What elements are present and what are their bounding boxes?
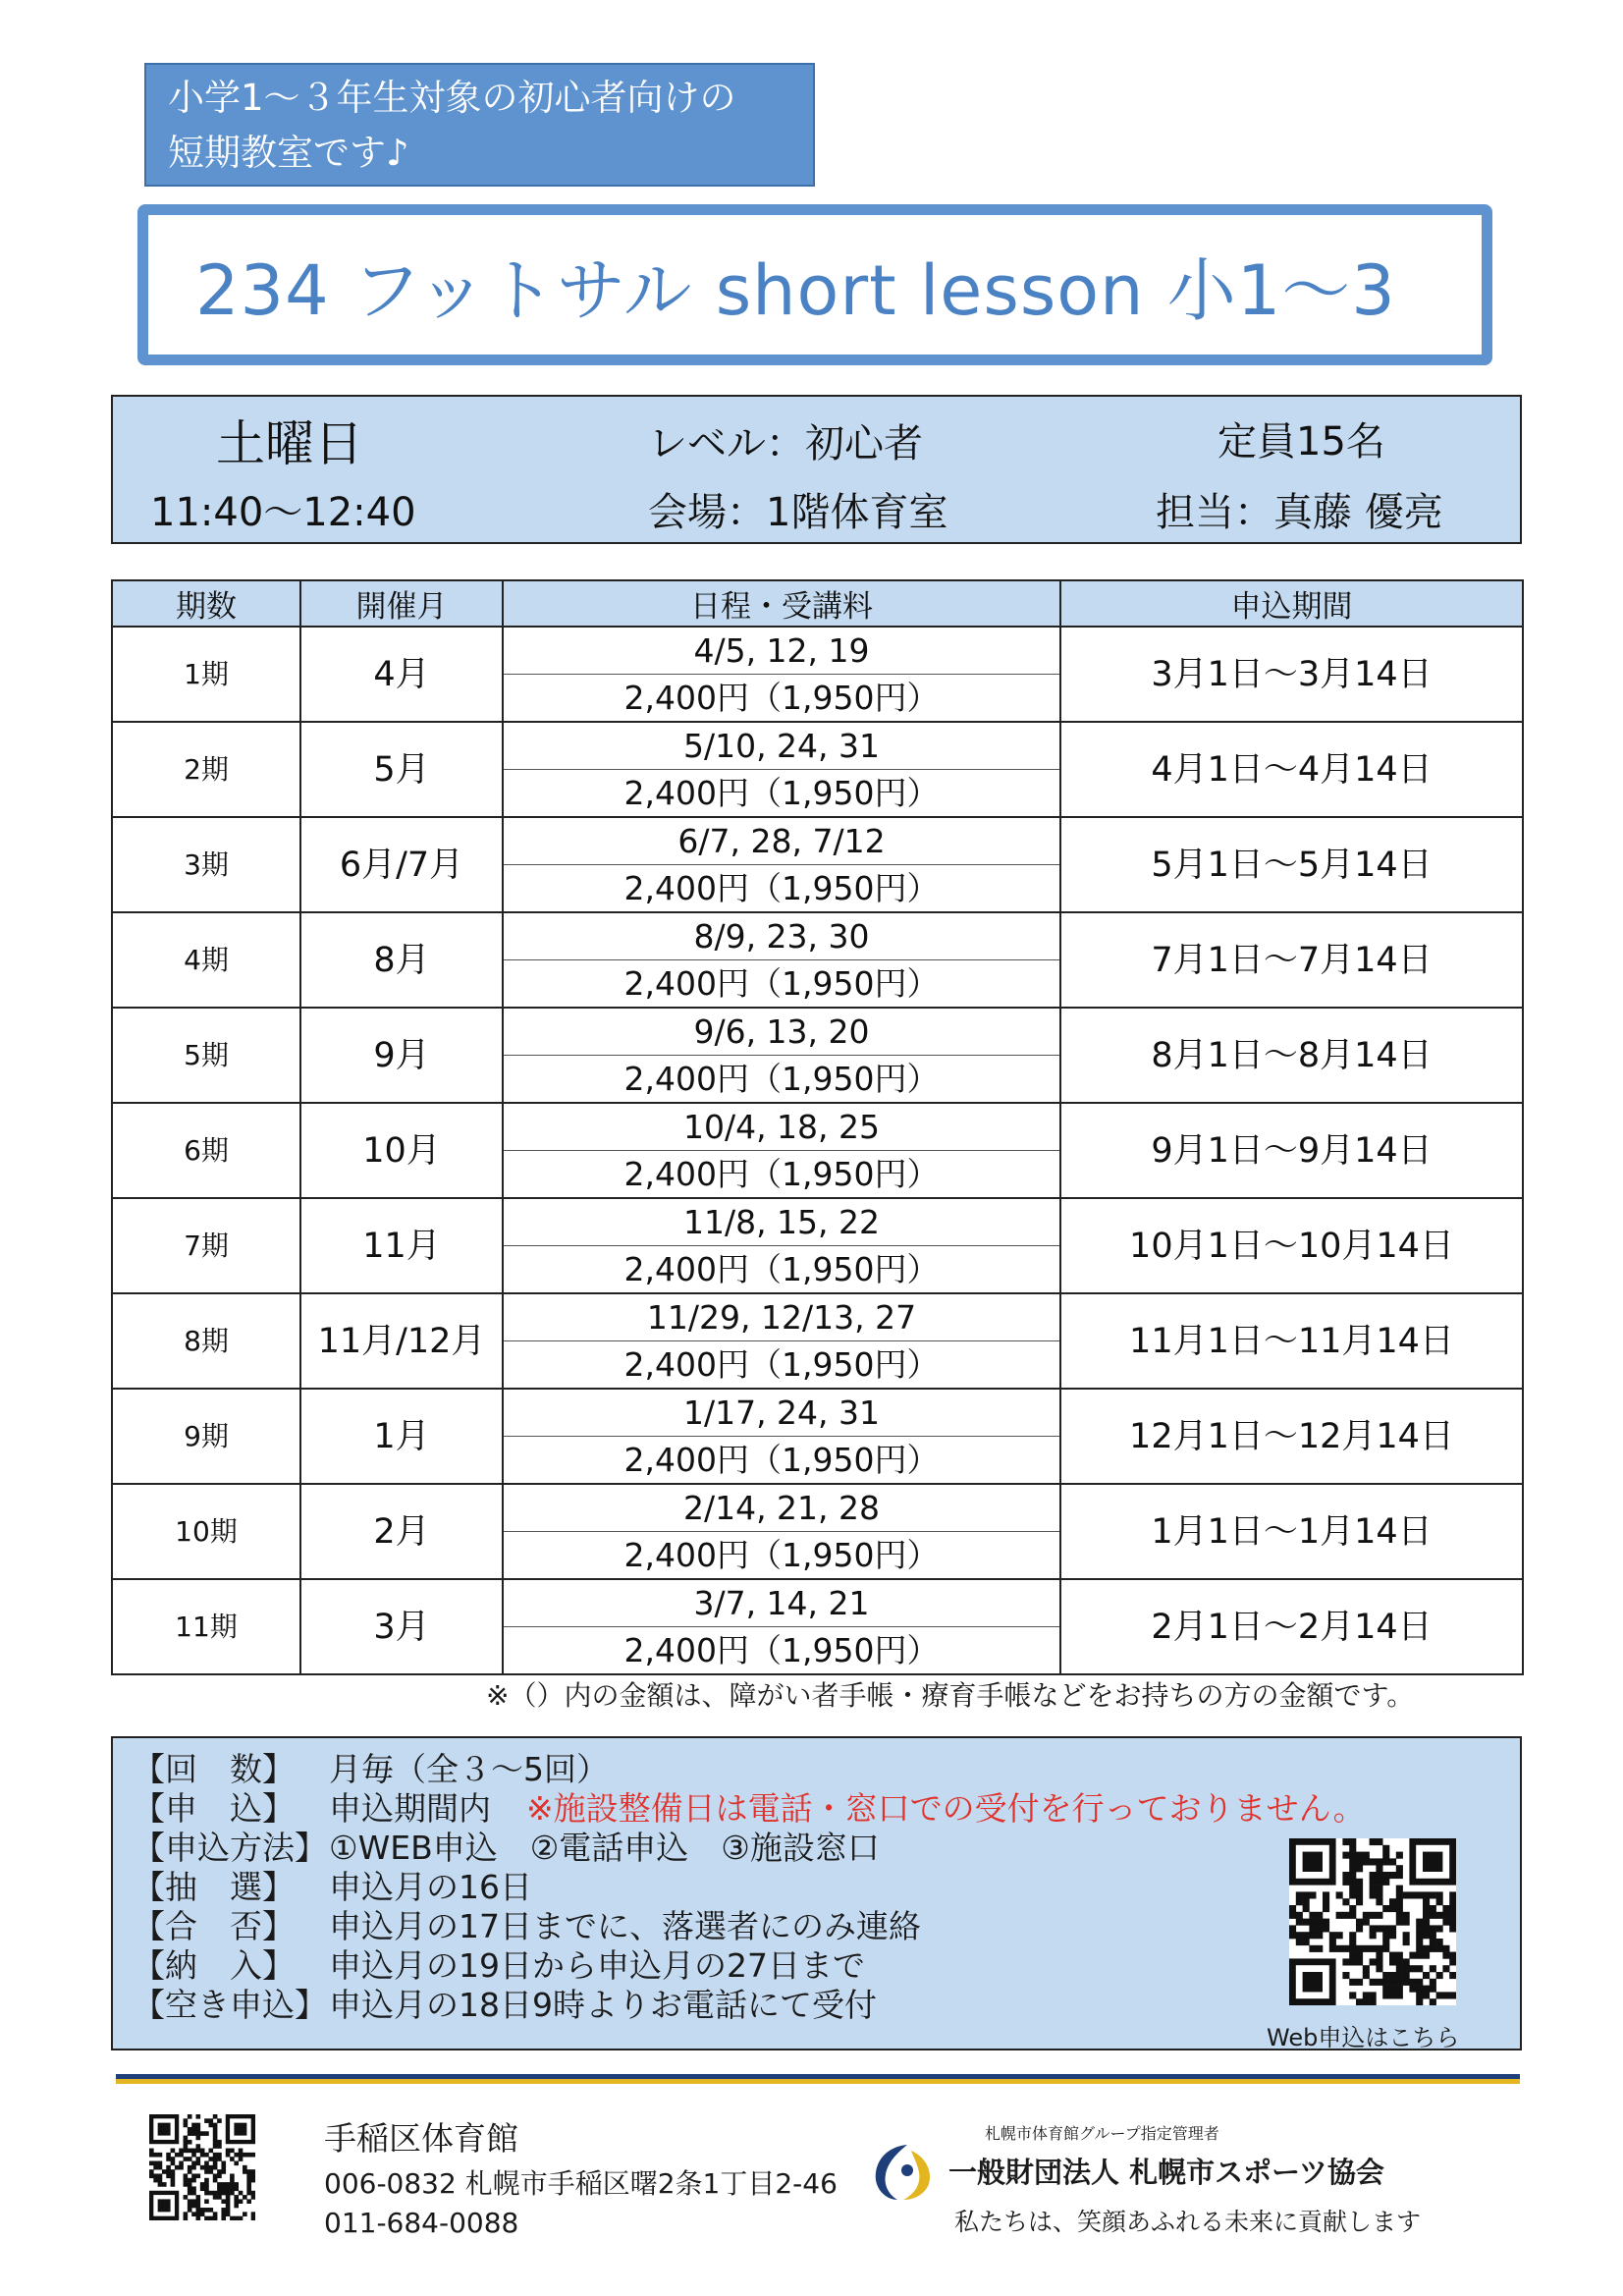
- class-venue: 会場：1階体育室: [648, 490, 948, 535]
- dates-cell: 4/5, 12, 19: [503, 627, 1060, 675]
- detail-method: [133, 1829, 880, 1868]
- month-cell: 10月: [300, 1103, 503, 1198]
- fee-footnote: ※（）内の金額は、障がい者手帳・療育手帳などをお持ちの方の金額です。: [486, 1679, 1415, 1712]
- term-cell: 5期: [112, 1008, 300, 1103]
- page-title: 234 フットサル short lesson 小1～3: [195, 249, 1396, 331]
- detail-label: 【抽 選】: [133, 1868, 295, 1906]
- table-row: [112, 1103, 1523, 1151]
- dates-cell: 5/10, 24, 31: [503, 722, 1060, 770]
- fee-cell: 2,400円（1,950円）: [503, 1151, 1060, 1199]
- month-cell: 5月: [300, 722, 503, 817]
- header-apply-period: 申込期間: [1060, 580, 1523, 627]
- detail-lottery: [133, 1868, 532, 1907]
- table-row: [112, 1484, 1523, 1532]
- header-term: 期数: [112, 580, 300, 627]
- apply-period-cell: 5月1日～5月14日: [1060, 817, 1523, 912]
- apply-period-cell: 8月1日～8月14日: [1060, 1008, 1523, 1103]
- term-cell: 3期: [112, 817, 300, 912]
- table-row: [112, 1579, 1523, 1627]
- title-frame: [137, 204, 1492, 365]
- detail-value: 申込期間内: [329, 1789, 491, 1828]
- class-instructor: 担当：真藤 優亮: [1156, 490, 1443, 535]
- detail-value: ①WEB申込 ②電話申込 ③施設窓口: [329, 1829, 880, 1867]
- class-day: 土曜日: [216, 415, 363, 472]
- detail-payment: [133, 1946, 865, 1986]
- dates-cell: 2/14, 21, 28: [503, 1484, 1060, 1532]
- fee-cell: 2,400円（1,950円）: [503, 1532, 1060, 1580]
- detail-label: 【合 否】: [133, 1907, 295, 1945]
- month-cell: 9月: [300, 1008, 503, 1103]
- dates-cell: 9/6, 13, 20: [503, 1008, 1060, 1056]
- term-cell: 2期: [112, 722, 300, 817]
- table-row: [112, 1008, 1523, 1056]
- dates-cell: 10/4, 18, 25: [503, 1103, 1060, 1151]
- apply-period-cell: 11月1日～11月14日: [1060, 1293, 1523, 1389]
- fee-cell: 2,400円（1,950円）: [503, 1341, 1060, 1390]
- detail-apply: [133, 1789, 1366, 1829]
- table-row: [112, 1293, 1523, 1341]
- intro-line-2: 短期教室です♪: [168, 132, 409, 174]
- detail-value: 申込月の18日9時よりお電話にて受付: [329, 1986, 877, 2024]
- organization-name: 一般財団法人 札幌市スポーツ協会: [948, 2156, 1384, 2189]
- month-cell: 11月/12月: [300, 1293, 503, 1389]
- apply-period-cell: 10月1日～10月14日: [1060, 1198, 1523, 1293]
- detail-result: [133, 1907, 921, 1946]
- term-cell: 11期: [112, 1579, 300, 1674]
- detail-value: 申込月の19日から申込月の27日まで: [329, 1946, 865, 1985]
- apply-period-cell: 12月1日～12月14日: [1060, 1389, 1523, 1484]
- month-cell: 11月: [300, 1198, 503, 1293]
- intro-banner: [144, 63, 815, 187]
- month-cell: 8月: [300, 912, 503, 1008]
- organization-slogan: 私たちは、笑顔あふれる未来に貢献します: [954, 2208, 1422, 2236]
- month-cell: 6月/7月: [300, 817, 503, 912]
- apply-period-cell: 2月1日～2月14日: [1060, 1579, 1523, 1674]
- facility-phone[interactable]: 011-684-0088: [324, 2207, 519, 2239]
- apply-period-cell: 7月1日～7月14日: [1060, 912, 1523, 1008]
- apply-period-cell: 9月1日～9月14日: [1060, 1103, 1523, 1198]
- facility-name: 手稲区体育館: [324, 2119, 518, 2158]
- detail-value: 月毎（全３～5回）: [329, 1750, 609, 1788]
- term-cell: 8期: [112, 1293, 300, 1389]
- apply-notice: ※施設整備日は電話・窓口での受付を行っておりません。: [526, 1789, 1366, 1828]
- detail-label: 【申 込】: [133, 1789, 295, 1828]
- dates-cell: 1/17, 24, 31: [503, 1389, 1060, 1437]
- header-month: 開催月: [300, 580, 503, 627]
- designated-manager-note: 札幌市体育館グループ指定管理者: [985, 2124, 1219, 2143]
- term-cell: 4期: [112, 912, 300, 1008]
- month-cell: 3月: [300, 1579, 503, 1674]
- intro-line-1: 小学1～３年生対象の初心者向けの: [168, 77, 736, 119]
- table-row: [112, 817, 1523, 865]
- fee-cell: 2,400円（1,950円）: [503, 1437, 1060, 1485]
- table-row: [112, 1389, 1523, 1437]
- detail-label: 【納 入】: [133, 1946, 295, 1985]
- class-info-box: [111, 395, 1522, 544]
- dates-cell: 3/7, 14, 21: [503, 1579, 1060, 1627]
- table-row: [112, 722, 1523, 770]
- dates-cell: 6/7, 28, 7/12: [503, 817, 1060, 865]
- fee-cell: 2,400円（1,950円）: [503, 1627, 1060, 1675]
- detail-vacancy: [133, 1986, 877, 2025]
- detail-label: 【申込方法】: [133, 1829, 327, 1867]
- fee-cell: 2,400円（1,950円）: [503, 1056, 1060, 1104]
- term-cell: 10期: [112, 1484, 300, 1579]
- month-cell: 2月: [300, 1484, 503, 1579]
- schedule-table: [111, 579, 1524, 1675]
- header-schedule-fee: 日程・受講料: [503, 580, 1060, 627]
- detail-value: 申込月の17日までに、落選者にのみ連絡: [329, 1907, 921, 1945]
- term-cell: 6期: [112, 1103, 300, 1198]
- apply-period-cell: 1月1日～1月14日: [1060, 1484, 1523, 1579]
- class-time: 11:40～12:40: [150, 490, 416, 535]
- fee-cell: 2,400円（1,950円）: [503, 865, 1060, 913]
- dates-cell: 11/29, 12/13, 27: [503, 1293, 1060, 1341]
- table-row: [112, 912, 1523, 960]
- sports-association-logo-icon: [868, 2141, 939, 2204]
- facility-qr-code-icon: [149, 2114, 255, 2220]
- term-cell: 1期: [112, 627, 300, 722]
- class-level: レベル：初心者: [648, 421, 923, 466]
- class-capacity: 定員15名: [1217, 419, 1385, 465]
- web-apply-link-label[interactable]: Web申込はこちら: [1267, 2024, 1460, 2051]
- detail-value: 申込月の16日: [329, 1868, 532, 1906]
- term-cell: 9期: [112, 1389, 300, 1484]
- fee-cell: 2,400円（1,950円）: [503, 675, 1060, 723]
- detail-label: 【空き申込】: [133, 1986, 327, 2024]
- detail-label: 【回 数】: [133, 1750, 295, 1788]
- fee-cell: 2,400円（1,950円）: [503, 1246, 1060, 1294]
- term-cell: 7期: [112, 1198, 300, 1293]
- table-row: [112, 627, 1523, 675]
- web-apply-qr-code-icon[interactable]: [1289, 1838, 1456, 2005]
- dates-cell: 8/9, 23, 30: [503, 912, 1060, 960]
- table-row: [112, 1198, 1523, 1246]
- dates-cell: 11/8, 15, 22: [503, 1198, 1060, 1246]
- month-cell: 1月: [300, 1389, 503, 1484]
- fee-cell: 2,400円（1,950円）: [503, 960, 1060, 1009]
- detail-count: [133, 1750, 609, 1789]
- fee-cell: 2,400円（1,950円）: [503, 770, 1060, 818]
- apply-period-cell: 4月1日～4月14日: [1060, 722, 1523, 817]
- table-header-row: [112, 580, 1523, 627]
- facility-address: 006-0832 札幌市手稲区曙2条1丁目2-46: [324, 2167, 838, 2200]
- apply-period-cell: 3月1日～3月14日: [1060, 627, 1523, 722]
- month-cell: 4月: [300, 627, 503, 722]
- footer-divider-gold: [116, 2079, 1520, 2084]
